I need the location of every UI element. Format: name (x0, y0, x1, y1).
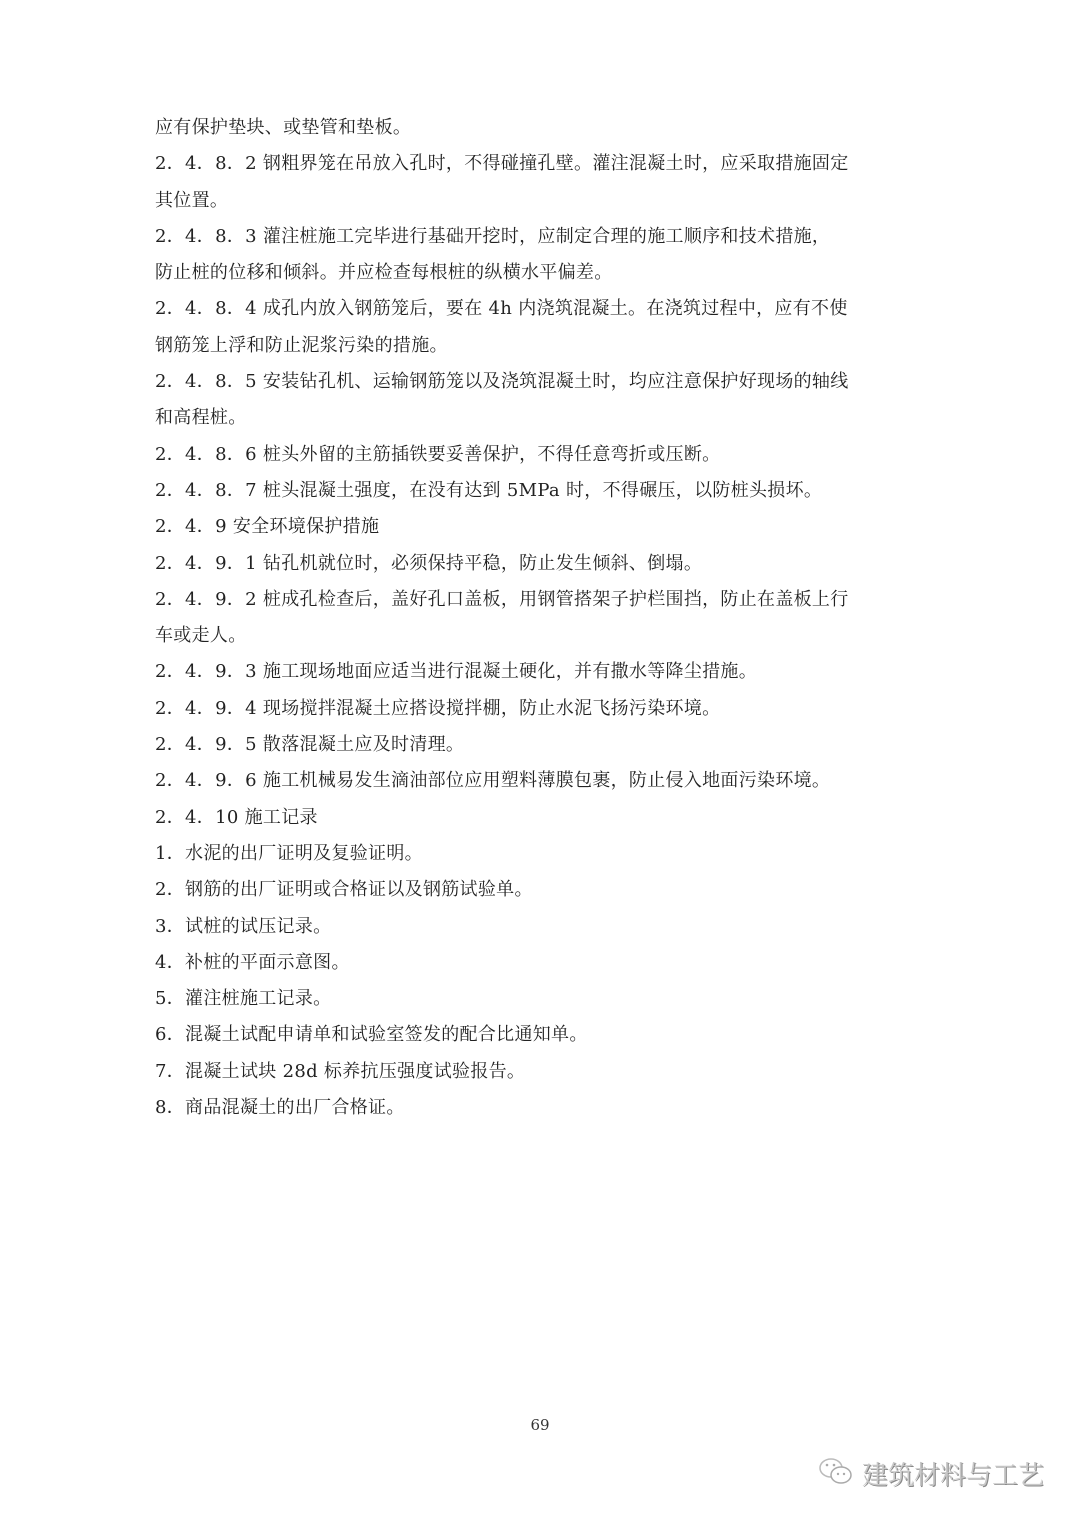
text-line: 2．4．8．7 桩头混凝土强度，在没有达到 5MPa 时，不得碾压，以防桩头损坏。 (155, 479, 823, 501)
document-body (155, 110, 895, 1126)
text-line: 和高程桩。 (155, 407, 247, 429)
text-line: 2．4．8．5 安装钻孔机、运输钢筋笼以及浇筑混凝土时，均应注意保护好现场的轴线 (155, 371, 849, 393)
text-line: 2．4．9．1 钻孔机就位时，必须保持平稳，防止发生倾斜、倒塌。 (155, 552, 703, 574)
text-line: 2．4．8．2 钢粗界笼在吊放入孔时，不得碰撞孔壁。灌注混凝土时，应采取措施固定 (155, 153, 849, 175)
text-line: 2．4．9．5 散落混凝土应及时清理。 (155, 734, 465, 756)
text-line: 6．混凝土试配申请单和试验室签发的配合比通知单。 (155, 1024, 588, 1046)
text-line: 1．水泥的出厂证明及复验证明。 (155, 842, 423, 864)
text-line: 2．4．8．4 成孔内放入钢筋笼后，要在 4h 内浇筑混凝土。在浇筑过程中，应有不使 (155, 298, 848, 320)
text-line: 2．钢筋的出厂证明或合格证以及钢筋试验单。 (155, 879, 533, 901)
wechat-icon (818, 1457, 854, 1491)
text-line: 7．混凝土试块 28d 标养抗压强度试验报告。 (155, 1060, 526, 1082)
text-line: 2．4．8．3 灌注桩施工完毕进行基础开挖时，应制定合理的施工顺序和技术措施， (155, 225, 831, 247)
watermark (818, 1455, 1044, 1492)
text-line: 2．4．9．4 现场搅拌混凝土应搭设搅拌棚，防止水泥飞扬污染环境。 (155, 697, 721, 719)
text-line: 2．4．9 安全环境保护措施 (155, 516, 380, 538)
text-line: 4．补桩的平面示意图。 (155, 951, 350, 973)
text-line: 车或走人。 (155, 625, 247, 647)
text-line: 其位置。 (155, 189, 229, 211)
text-line: 2．4．9．2 桩成孔检查后，盖好孔口盖板，用钢管搭架子护栏围挡，防止在盖板上行 (155, 588, 849, 610)
text-line: 2．4．10 施工记录 (155, 806, 318, 828)
text-line: 3．试桩的试压记录。 (155, 915, 332, 937)
text-line: 钢筋笼上浮和防止泥浆污染的措施。 (155, 334, 448, 356)
text-line: 防止桩的位移和倾斜。并应检查每根桩的纵横水平偏差。 (155, 262, 613, 284)
text-line: 2．4．8．6 桩头外留的主筋插铁要妥善保护，不得任意弯折或压断。 (155, 443, 721, 465)
page-number: 69 (530, 1416, 550, 1434)
text-line: 8．商品混凝土的出厂合格证。 (155, 1097, 405, 1119)
text-line: 应有保护垫块、或垫管和垫板。 (155, 117, 412, 138)
text-line: 2．4．9．6 施工机械易发生滴油部位应用塑料薄膜包裹，防止侵入地面污染环境。 (155, 770, 831, 792)
watermark-text: 建筑材料与工艺 (862, 1461, 1045, 1491)
text-line: 5．灌注桩施工记录。 (155, 988, 332, 1010)
text-line: 2．4．9．3 施工现场地面应适当进行混凝土硬化，并有撒水等降尘措施。 (155, 661, 758, 683)
